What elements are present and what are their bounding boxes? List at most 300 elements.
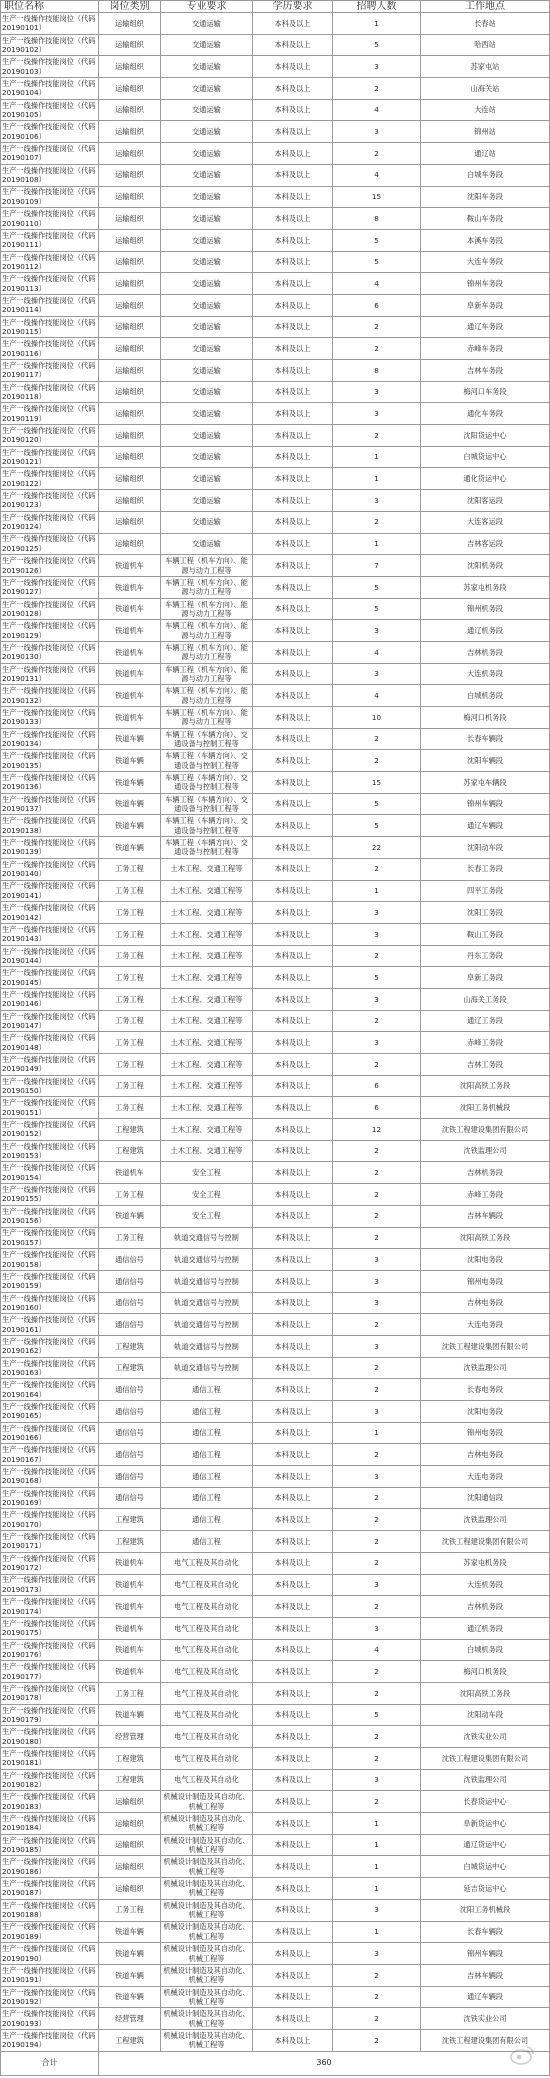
cell-education-requirement: 本科及以上 <box>253 1228 333 1249</box>
cell-major-requirement: 机械设计制造及其自动化、机械工程等 <box>161 1922 253 1943</box>
header-education-requirement: 学历要求 <box>253 1 333 12</box>
cell-major-requirement: 交通运输 <box>161 468 253 489</box>
cell-job-category: 运输组织 <box>99 425 161 446</box>
cell-job-category: 工务工程 <box>99 1032 161 1053</box>
cell-job-category: 通信信号 <box>99 1314 161 1335</box>
table-row <box>0 425 550 447</box>
cell-education-requirement: 本科及以上 <box>253 100 333 121</box>
table-row <box>0 1401 550 1423</box>
cell-job-category: 工程建筑 <box>99 1748 161 1769</box>
cell-work-location: 苏家屯车辆段 <box>421 772 550 793</box>
cell-job-category: 工务工程 <box>99 989 161 1010</box>
cell-education-requirement: 本科及以上 <box>253 1705 333 1726</box>
cell-hiring-count: 4 <box>333 642 421 663</box>
cell-job-category: 工务工程 <box>99 1900 161 1921</box>
cell-work-location: 沈铁监理公司 <box>421 1509 550 1530</box>
cell-major-requirement: 交通运输 <box>161 382 253 403</box>
cell-work-location: 赤峰工务段 <box>421 1032 550 1053</box>
cell-education-requirement: 本科及以上 <box>253 967 333 988</box>
cell-work-location: 通辽机务段 <box>421 620 550 641</box>
table-row <box>0 707 550 729</box>
cell-job-category: 工务工程 <box>99 1683 161 1704</box>
cell-hiring-count: 3 <box>333 1943 421 1964</box>
table-row <box>0 143 550 165</box>
cell-position-name: 生产一线操作技能岗位（代码20190159） <box>0 1271 99 1292</box>
cell-hiring-count: 22 <box>333 837 421 858</box>
cell-work-location: 吉林工务段 <box>421 1054 550 1075</box>
cell-position-name: 生产一线操作技能岗位（代码20190177） <box>0 1661 99 1682</box>
cell-education-requirement: 本科及以上 <box>253 1835 333 1856</box>
cell-major-requirement: 轨道交通信号与控制 <box>161 1336 253 1357</box>
cell-education-requirement: 本科及以上 <box>253 403 333 424</box>
cell-position-name: 生产一线操作技能岗位（代码20190109） <box>0 187 99 208</box>
cell-education-requirement: 本科及以上 <box>253 338 333 359</box>
cell-work-location: 沈阳工务机械段 <box>421 1900 550 1921</box>
cell-education-requirement: 本科及以上 <box>253 468 333 489</box>
cell-work-location: 长春站 <box>421 13 550 34</box>
cell-major-requirement: 土木工程、交通工程等 <box>161 902 253 923</box>
cell-major-requirement: 通信工程 <box>161 1401 253 1422</box>
cell-job-category: 运输组织 <box>99 273 161 294</box>
cell-education-requirement: 本科及以上 <box>253 187 333 208</box>
cell-major-requirement: 电气工程及其自动化 <box>161 1661 253 1682</box>
cell-job-category: 运输组织 <box>99 468 161 489</box>
table-row <box>0 729 550 751</box>
cell-major-requirement: 交通运输 <box>161 295 253 316</box>
cell-job-category: 铁道车辆 <box>99 750 161 771</box>
cell-work-location: 长春货运中心 <box>421 1791 550 1812</box>
cell-major-requirement: 安全工程 <box>161 1184 253 1205</box>
cell-education-requirement: 本科及以上 <box>253 1965 333 1986</box>
cell-work-location: 长春车辆段 <box>421 1922 550 1943</box>
cell-major-requirement: 机械设计制造及其自动化、机械工程等 <box>161 1900 253 1921</box>
cell-work-location: 延吉货运中心 <box>421 1878 550 1899</box>
cell-position-name: 生产一线操作技能岗位（代码20190151） <box>0 1097 99 1118</box>
cell-hiring-count: 2 <box>333 1965 421 1986</box>
cell-work-location: 沈铁监理公司 <box>421 1141 550 1162</box>
cell-education-requirement: 本科及以上 <box>253 1011 333 1032</box>
cell-job-category: 铁道车辆 <box>99 794 161 815</box>
cell-job-category: 运输组织 <box>99 403 161 424</box>
cell-education-requirement: 本科及以上 <box>253 1206 333 1227</box>
cell-hiring-count: 5 <box>333 967 421 988</box>
cell-work-location: 沈阳通信段 <box>421 1488 550 1509</box>
cell-hiring-count: 3 <box>333 1900 421 1921</box>
cell-major-requirement: 电气工程及其自动化 <box>161 1553 253 1574</box>
cell-education-requirement: 本科及以上 <box>253 56 333 77</box>
cell-major-requirement: 交通运输 <box>161 100 253 121</box>
cell-education-requirement: 本科及以上 <box>253 512 333 533</box>
cell-education-requirement: 本科及以上 <box>253 1618 333 1639</box>
cell-position-name: 生产一线操作技能岗位（代码20190192） <box>0 1987 99 2008</box>
cell-major-requirement: 通信工程 <box>161 1509 253 1530</box>
cell-work-location: 锦州站 <box>421 121 550 142</box>
cell-education-requirement: 本科及以上 <box>253 1878 333 1899</box>
table-row <box>0 1575 550 1597</box>
cell-position-name: 生产一线操作技能岗位（代码20190132） <box>0 685 99 706</box>
table-row <box>0 1705 550 1727</box>
table-row <box>0 989 550 1011</box>
cell-position-name: 生产一线操作技能岗位（代码20190175） <box>0 1618 99 1639</box>
cell-hiring-count: 5 <box>333 230 421 251</box>
cell-work-location: 通辽机务段 <box>421 1618 550 1639</box>
cell-hiring-count: 2 <box>333 338 421 359</box>
cell-position-name: 生产一线操作技能岗位（代码20190183） <box>0 1791 99 1812</box>
cell-hiring-count: 1 <box>333 1856 421 1877</box>
cell-hiring-count: 1 <box>333 534 421 555</box>
cell-hiring-count: 2 <box>333 1987 421 2008</box>
table-row <box>0 1444 550 1466</box>
table-row <box>0 1076 550 1098</box>
cell-work-location: 锦州车务段 <box>421 273 550 294</box>
cell-work-location: 沈阳动车段 <box>421 837 550 858</box>
cell-major-requirement: 土木工程、交通工程等 <box>161 1076 253 1097</box>
cell-work-location: 大连机务段 <box>421 1575 550 1596</box>
cell-position-name: 生产一线操作技能岗位（代码20190178） <box>0 1683 99 1704</box>
cell-education-requirement: 本科及以上 <box>253 946 333 967</box>
cell-position-name: 生产一线操作技能岗位（代码20190157） <box>0 1228 99 1249</box>
cell-hiring-count: 4 <box>333 165 421 186</box>
cell-education-requirement: 本科及以上 <box>253 1748 333 1769</box>
cell-position-name: 生产一线操作技能岗位（代码20190158） <box>0 1249 99 1270</box>
cell-major-requirement: 交通运输 <box>161 360 253 381</box>
cell-hiring-count: 2 <box>333 859 421 880</box>
table-row <box>0 208 550 230</box>
cell-hiring-count: 10 <box>333 707 421 728</box>
cell-job-category: 通信信号 <box>99 1249 161 1270</box>
cell-education-requirement: 本科及以上 <box>253 1488 333 1509</box>
cell-education-requirement: 本科及以上 <box>253 447 333 468</box>
cell-job-category: 铁道机车 <box>99 1640 161 1661</box>
cell-major-requirement: 机械设计制造及其自动化、机械工程等 <box>161 1943 253 1964</box>
cell-position-name: 生产一线操作技能岗位（代码20190191） <box>0 1965 99 1986</box>
cell-major-requirement: 车辆工程（机车方向）、能源与动力工程等 <box>161 620 253 641</box>
cell-position-name: 生产一线操作技能岗位（代码20190182） <box>0 1770 99 1791</box>
cell-work-location: 鞍山工务段 <box>421 924 550 945</box>
cell-position-name: 生产一线操作技能岗位（代码20190143） <box>0 924 99 945</box>
cell-position-name: 生产一线操作技能岗位（代码20190170） <box>0 1509 99 1530</box>
table-row <box>0 512 550 534</box>
cell-education-requirement: 本科及以上 <box>253 252 333 273</box>
cell-position-name: 生产一线操作技能岗位（代码20190110） <box>0 208 99 229</box>
cell-education-requirement: 本科及以上 <box>253 1922 333 1943</box>
table-row <box>0 1900 550 1922</box>
cell-hiring-count: 6 <box>333 1076 421 1097</box>
cell-position-name: 生产一线操作技能岗位（代码20190125） <box>0 534 99 555</box>
cell-work-location: 沈阳货运中心 <box>421 425 550 446</box>
cell-position-name: 生产一线操作技能岗位（代码20190121） <box>0 447 99 468</box>
cell-position-name: 生产一线操作技能岗位（代码20190118） <box>0 382 99 403</box>
cell-work-location: 本溪车务段 <box>421 230 550 251</box>
table-row <box>0 1943 550 1965</box>
cell-major-requirement: 机械设计制造及其自动化、机械工程等 <box>161 1965 253 1986</box>
cell-work-location: 吉林电务段 <box>421 1293 550 1314</box>
table-row <box>0 1618 550 1640</box>
cell-major-requirement: 轨道交通信号与控制 <box>161 1228 253 1249</box>
cell-position-name: 生产一线操作技能岗位（代码20190146） <box>0 989 99 1010</box>
cell-position-name: 生产一线操作技能岗位（代码20190173） <box>0 1575 99 1596</box>
cell-job-category: 运输组织 <box>99 295 161 316</box>
cell-work-location: 山海关站 <box>421 78 550 99</box>
cell-work-location: 苏家屯站 <box>421 56 550 77</box>
cell-education-requirement: 本科及以上 <box>253 924 333 945</box>
cell-position-name: 生产一线操作技能岗位（代码20190148） <box>0 1032 99 1053</box>
table-row <box>0 946 550 968</box>
cell-job-category: 铁道车辆 <box>99 1987 161 2008</box>
cell-hiring-count: 2 <box>333 2030 421 2051</box>
cell-hiring-count: 2 <box>333 512 421 533</box>
table-row <box>0 1249 550 1271</box>
cell-position-name: 生产一线操作技能岗位（代码20190127） <box>0 577 99 598</box>
table-body <box>0 13 550 2052</box>
table-row <box>0 1726 550 1748</box>
cell-hiring-count: 2 <box>333 1488 421 1509</box>
table-row <box>0 1054 550 1076</box>
cell-hiring-count: 4 <box>333 685 421 706</box>
cell-position-name: 生产一线操作技能岗位（代码20190140） <box>0 859 99 880</box>
cell-work-location: 沈阳车辆段 <box>421 750 550 771</box>
table-row <box>0 2030 550 2052</box>
cell-major-requirement: 机械设计制造及其自动化、机械工程等 <box>161 1835 253 1856</box>
cell-major-requirement: 机械设计制造及其自动化、机械工程等 <box>161 1987 253 2008</box>
cell-work-location: 梅河口机务段 <box>421 707 550 728</box>
cell-position-name: 生产一线操作技能岗位（代码20190165） <box>0 1401 99 1422</box>
cell-job-category: 铁道机车 <box>99 1661 161 1682</box>
table-row <box>0 1466 550 1488</box>
cell-education-requirement: 本科及以上 <box>253 273 333 294</box>
cell-job-category: 铁道机车 <box>99 1618 161 1639</box>
cell-work-location: 四平工务段 <box>421 881 550 902</box>
cell-major-requirement: 电气工程及其自动化 <box>161 1770 253 1791</box>
cell-education-requirement: 本科及以上 <box>253 729 333 750</box>
cell-job-category: 运输组织 <box>99 382 161 403</box>
cell-job-category: 工程建筑 <box>99 1141 161 1162</box>
cell-major-requirement: 安全工程 <box>161 1162 253 1183</box>
cell-work-location: 梅河口机务段 <box>421 1661 550 1682</box>
cell-position-name: 生产一线操作技能岗位（代码20190129） <box>0 620 99 641</box>
table-row <box>0 685 550 707</box>
table-row <box>0 1878 550 1900</box>
cell-job-category: 工程建筑 <box>99 1770 161 1791</box>
cell-hiring-count: 2 <box>333 1206 421 1227</box>
cell-position-name: 生产一线操作技能岗位（代码20190155） <box>0 1184 99 1205</box>
cell-position-name: 生产一线操作技能岗位（代码20190176） <box>0 1640 99 1661</box>
table-row <box>0 1379 550 1401</box>
cell-job-category: 铁道车辆 <box>99 1965 161 1986</box>
cell-education-requirement: 本科及以上 <box>253 1444 333 1465</box>
cell-position-name: 生产一线操作技能岗位（代码20190162） <box>0 1336 99 1357</box>
cell-work-location: 丹东工务段 <box>421 946 550 967</box>
cell-major-requirement: 车辆工程（机车方向）、能源与动力工程等 <box>161 555 253 576</box>
cell-major-requirement: 交通运输 <box>161 187 253 208</box>
cell-job-category: 铁道车辆 <box>99 772 161 793</box>
cell-major-requirement: 电气工程及其自动化 <box>161 1705 253 1726</box>
table-row <box>0 1965 550 1987</box>
cell-major-requirement: 轨道交通信号与控制 <box>161 1271 253 1292</box>
table-row <box>0 534 550 556</box>
cell-education-requirement: 本科及以上 <box>253 121 333 142</box>
table-total-row <box>0 2052 550 2076</box>
header-major-requirement: 专业要求 <box>161 1 253 12</box>
cell-education-requirement: 本科及以上 <box>253 490 333 511</box>
table-row <box>0 902 550 924</box>
cell-job-category: 运输组织 <box>99 56 161 77</box>
cell-hiring-count: 3 <box>333 1466 421 1487</box>
cell-position-name: 生产一线操作技能岗位（代码20190164） <box>0 1379 99 1400</box>
cell-work-location: 锦州机务段 <box>421 599 550 620</box>
cell-job-category: 铁道机车 <box>99 1596 161 1617</box>
cell-job-category: 工务工程 <box>99 1184 161 1205</box>
cell-work-location: 吉林车辆段 <box>421 1965 550 1986</box>
header-work-location: 工作地点 <box>421 1 550 12</box>
cell-major-requirement: 交通运输 <box>161 13 253 34</box>
cell-job-category: 运输组织 <box>99 512 161 533</box>
cell-hiring-count: 2 <box>333 1509 421 1530</box>
cell-work-location: 苏家屯机务段 <box>421 577 550 598</box>
cell-work-location: 哈西站 <box>421 35 550 56</box>
cell-position-name: 生产一线操作技能岗位（代码20190167） <box>0 1444 99 1465</box>
cell-hiring-count: 5 <box>333 35 421 56</box>
cell-position-name: 生产一线操作技能岗位（代码20190116） <box>0 338 99 359</box>
cell-position-name: 生产一线操作技能岗位（代码20190180） <box>0 1726 99 1747</box>
cell-job-category: 工务工程 <box>99 1228 161 1249</box>
cell-job-category: 工程建筑 <box>99 1531 161 1552</box>
table-row <box>0 187 550 209</box>
cell-education-requirement: 本科及以上 <box>253 1379 333 1400</box>
cell-major-requirement: 土木工程、交通工程等 <box>161 1054 253 1075</box>
table-row <box>0 1661 550 1683</box>
cell-job-category: 铁道机车 <box>99 577 161 598</box>
cell-hiring-count: 2 <box>333 1748 421 1769</box>
cell-work-location: 大连电务段 <box>421 1314 550 1335</box>
cell-hiring-count: 5 <box>333 252 421 273</box>
cell-education-requirement: 本科及以上 <box>253 859 333 880</box>
cell-major-requirement: 安全工程 <box>161 1206 253 1227</box>
cell-job-category: 运输组织 <box>99 165 161 186</box>
cell-major-requirement: 机械设计制造及其自动化、机械工程等 <box>161 1878 253 1899</box>
cell-work-location: 锦州电务段 <box>421 1271 550 1292</box>
cell-job-category: 运输组织 <box>99 252 161 273</box>
cell-job-category: 铁道机车 <box>99 599 161 620</box>
cell-position-name: 生产一线操作技能岗位（代码20190119） <box>0 403 99 424</box>
cell-major-requirement: 交通运输 <box>161 317 253 338</box>
cell-education-requirement: 本科及以上 <box>253 1162 333 1183</box>
cell-position-name: 生产一线操作技能岗位（代码20190103） <box>0 56 99 77</box>
cell-hiring-count: 3 <box>333 924 421 945</box>
cell-work-location: 锦州车辆段 <box>421 1943 550 1964</box>
cell-job-category: 通信信号 <box>99 1379 161 1400</box>
cell-position-name: 生产一线操作技能岗位（代码20190169） <box>0 1488 99 1509</box>
cell-major-requirement: 机械设计制造及其自动化、机械工程等 <box>161 1856 253 1877</box>
cell-job-category: 运输组织 <box>99 208 161 229</box>
cell-education-requirement: 本科及以上 <box>253 425 333 446</box>
cell-work-location: 山海关工务段 <box>421 989 550 1010</box>
cell-position-name: 生产一线操作技能岗位（代码20190144） <box>0 946 99 967</box>
cell-education-requirement: 本科及以上 <box>253 1900 333 1921</box>
cell-hiring-count: 1 <box>333 881 421 902</box>
cell-work-location: 大连电务段 <box>421 1466 550 1487</box>
cell-major-requirement: 车辆工程（机车方向）、能源与动力工程等 <box>161 685 253 706</box>
cell-position-name: 生产一线操作技能岗位（代码20190113） <box>0 273 99 294</box>
cell-position-name: 生产一线操作技能岗位（代码20190185） <box>0 1835 99 1856</box>
table-row <box>0 1596 550 1618</box>
cell-job-category: 运输组织 <box>99 13 161 34</box>
cell-education-requirement: 本科及以上 <box>253 1683 333 1704</box>
cell-job-category: 工程建筑 <box>99 1509 161 1530</box>
total-label: 合计 <box>0 2052 99 2075</box>
cell-hiring-count: 1 <box>333 13 421 34</box>
cell-major-requirement: 交通运输 <box>161 252 253 273</box>
cell-education-requirement: 本科及以上 <box>253 1314 333 1335</box>
cell-work-location: 大连客运段 <box>421 512 550 533</box>
cell-work-location: 通辽站 <box>421 143 550 164</box>
cell-work-location: 沈阳客运段 <box>421 490 550 511</box>
cell-position-name: 生产一线操作技能岗位（代码20190190） <box>0 1943 99 1964</box>
cell-education-requirement: 本科及以上 <box>253 1032 333 1053</box>
cell-position-name: 生产一线操作技能岗位（代码20190120） <box>0 425 99 446</box>
cell-education-requirement: 本科及以上 <box>253 1184 333 1205</box>
cell-major-requirement: 机械设计制造及其自动化、机械工程等 <box>161 2030 253 2051</box>
cell-position-name: 生产一线操作技能岗位（代码20190128） <box>0 599 99 620</box>
cell-hiring-count: 2 <box>333 317 421 338</box>
table-row <box>0 1423 550 1445</box>
table-row <box>0 1032 550 1054</box>
cell-major-requirement: 交通运输 <box>161 56 253 77</box>
table-row <box>0 13 550 35</box>
cell-education-requirement: 本科及以上 <box>253 1119 333 1140</box>
table-row <box>0 121 550 143</box>
cell-major-requirement: 车辆工程（机车方向）、能源与动力工程等 <box>161 577 253 598</box>
cell-work-location: 沈铁工程建设集团有限公司 <box>421 1531 550 1552</box>
cell-education-requirement: 本科及以上 <box>253 165 333 186</box>
cell-job-category: 通信信号 <box>99 1444 161 1465</box>
table-row <box>0 859 550 881</box>
table-row <box>0 1488 550 1510</box>
cell-education-requirement: 本科及以上 <box>253 902 333 923</box>
cell-education-requirement: 本科及以上 <box>253 1466 333 1487</box>
cell-job-category: 铁道机车 <box>99 642 161 663</box>
cell-hiring-count: 4 <box>333 1640 421 1661</box>
cell-position-name: 生产一线操作技能岗位（代码20190138） <box>0 815 99 836</box>
cell-hiring-count: 4 <box>333 273 421 294</box>
cell-work-location: 沈铁工程建设集团有限公司 <box>421 1119 550 1140</box>
cell-job-category: 工务工程 <box>99 1011 161 1032</box>
cell-education-requirement: 本科及以上 <box>253 664 333 685</box>
cell-education-requirement: 本科及以上 <box>253 13 333 34</box>
header-position-name: 职位名称 <box>0 1 99 12</box>
cell-education-requirement: 本科及以上 <box>253 555 333 576</box>
cell-position-name: 生产一线操作技能岗位（代码20190160） <box>0 1293 99 1314</box>
cell-education-requirement: 本科及以上 <box>253 1423 333 1444</box>
cell-position-name: 生产一线操作技能岗位（代码20190134） <box>0 729 99 750</box>
cell-hiring-count: 3 <box>333 989 421 1010</box>
cell-hiring-count: 1 <box>333 1423 421 1444</box>
cell-work-location: 鞍山车务段 <box>421 208 550 229</box>
table-row <box>0 794 550 816</box>
cell-hiring-count: 8 <box>333 208 421 229</box>
cell-position-name: 生产一线操作技能岗位（代码20190186） <box>0 1856 99 1877</box>
cell-hiring-count: 2 <box>333 1162 421 1183</box>
cell-hiring-count: 2 <box>333 1683 421 1704</box>
table-row <box>0 35 550 57</box>
cell-position-name: 生产一线操作技能岗位（代码20190188） <box>0 1900 99 1921</box>
cell-work-location: 通辽车务段 <box>421 317 550 338</box>
cell-position-name: 生产一线操作技能岗位（代码20190133） <box>0 707 99 728</box>
cell-position-name: 生产一线操作技能岗位（代码20190123） <box>0 490 99 511</box>
cell-hiring-count: 2 <box>333 1054 421 1075</box>
cell-education-requirement: 本科及以上 <box>253 642 333 663</box>
table-row <box>0 1228 550 1250</box>
